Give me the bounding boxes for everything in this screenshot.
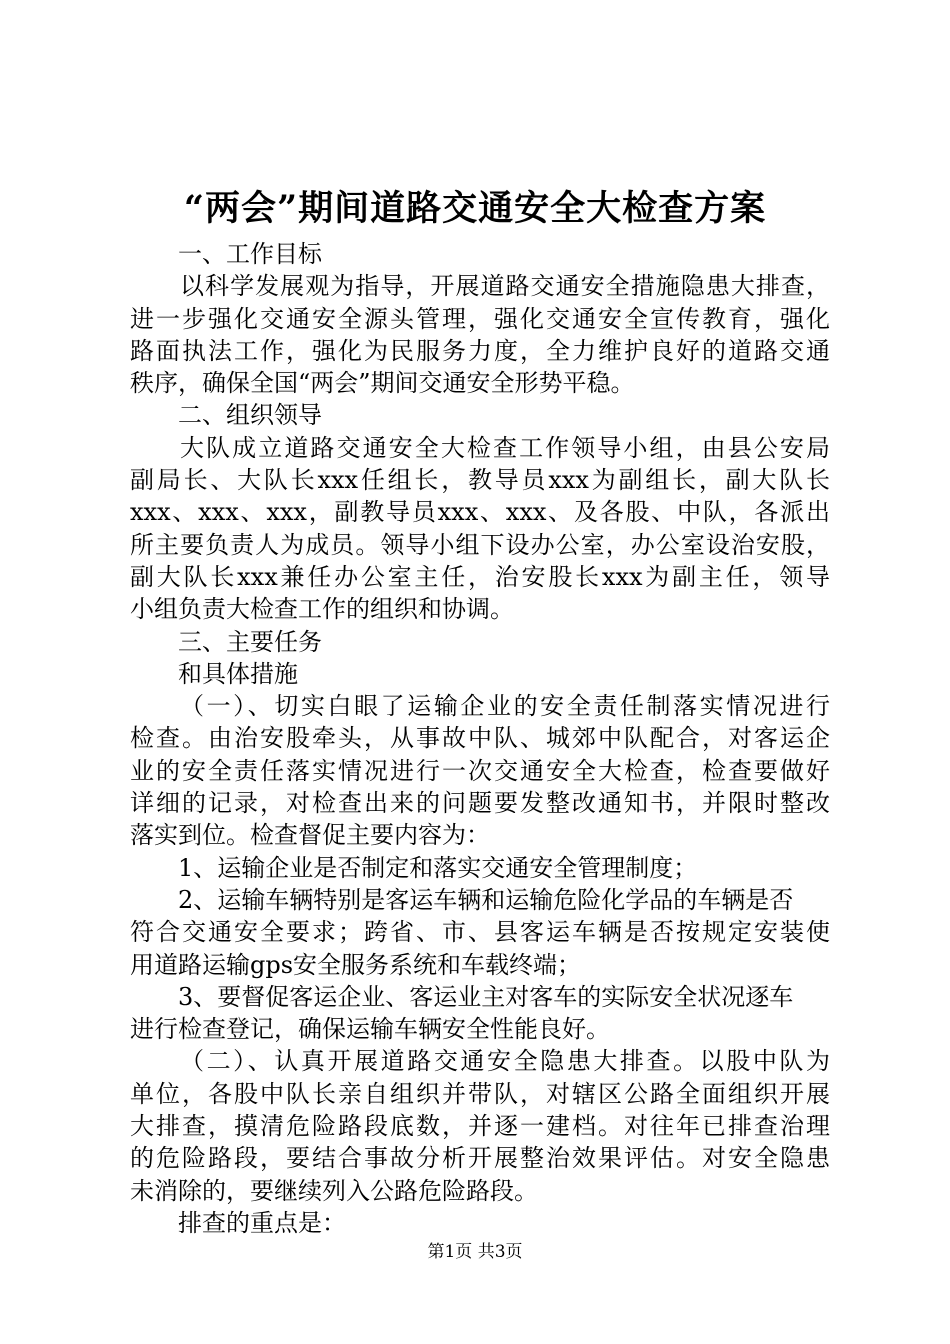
text-line: 业的安全责任落实情况进行一次交通安全大检查，检查要做好 (130, 756, 830, 785)
text-line: xxx、xxx、xxx，副教导员xxx、xxx、及各股、中队，各派出 (130, 498, 830, 527)
text-line: 以科学发展观为指导，开展道路交通安全措施隐患大排查， (180, 272, 830, 301)
text-line: 进一步强化交通安全源头管理，强化交通安全宣传教育，强化 (130, 304, 830, 333)
text-line: 用道路运输gps安全服务系统和车载终端； (130, 950, 582, 979)
text-line: 大队成立道路交通安全大检查工作领导小组，由县公安局 (180, 433, 830, 462)
text-line: 三、主要任务 (178, 627, 322, 656)
text-line: 一、工作目标 (178, 240, 322, 268)
text-line: 大排查，摸清危险路段底数，并逐一建档。对往年已排查治理 (130, 1112, 830, 1141)
text-line: 小组负责大检查工作的组织和协调。 (130, 595, 514, 624)
text-line: 3、要督促客运企业、客运业主对客车的实际安全状况逐车 (178, 982, 794, 1011)
text-line: 排查的重点是： (178, 1208, 346, 1237)
text-line: 检查。由治安股牵头，从事故中队、城郊中队配合，对客运企 (130, 724, 830, 753)
text-line: 路面执法工作，强化为民服务力度，全力维护良好的道路交通 (130, 336, 830, 365)
text-line: 的危险路段，要结合事故分析开展整治效果评估。对安全隐患 (130, 1144, 830, 1173)
text-line: 二、组织领导 (178, 401, 322, 430)
text-line: 副局长、大队长xxx任组长，教导员xxx为副组长，副大队长 (130, 466, 830, 495)
text-line: （二）、认真开展道路交通安全隐患大排查。以股中队为 (180, 1047, 830, 1076)
text-line: 和具体措施 (178, 659, 298, 688)
text-line: 单位，各股中队长亲自组织并带队，对辖区公路全面组织开展 (130, 1079, 830, 1108)
text-line: 秩序，确保全国“两会”期间交通安全形势平稳。 (130, 369, 635, 398)
text-line: 未消除的，要继续列入公路危险路段。 (130, 1176, 538, 1205)
text-line: 2、运输车辆特别是客运车辆和运输危险化学品的车辆是否 (178, 885, 794, 914)
text-line: 符合交通安全要求；跨省、市、县客运车辆是否按规定安装使 (130, 918, 830, 947)
text-line: （一）、切实白眼了运输企业的安全责任制落实情况进行 (180, 692, 830, 721)
text-line: 所主要负责人为成员。领导小组下设办公室，办公室设治安股， (130, 530, 830, 559)
text-line: 详细的记录，对检查出来的问题要发整改通知书，并限时整改 (130, 789, 830, 818)
document-body (130, 238, 830, 1239)
document-title: “两会”期间道路交通安全大检查方案 (183, 188, 767, 229)
text-line: 副大队长xxx兼任办公室主任，治安股长xxx为副主任，领导 (130, 562, 830, 591)
text-line: 1、运输企业是否制定和落实交通安全管理制度； (178, 853, 698, 882)
text-line: 进行检查登记，确保运输车辆安全性能良好。 (130, 1015, 610, 1044)
text-line: 落实到位。检查督促主要内容为： (130, 821, 490, 850)
page-footer: 第1页 共3页 (427, 1242, 523, 1262)
